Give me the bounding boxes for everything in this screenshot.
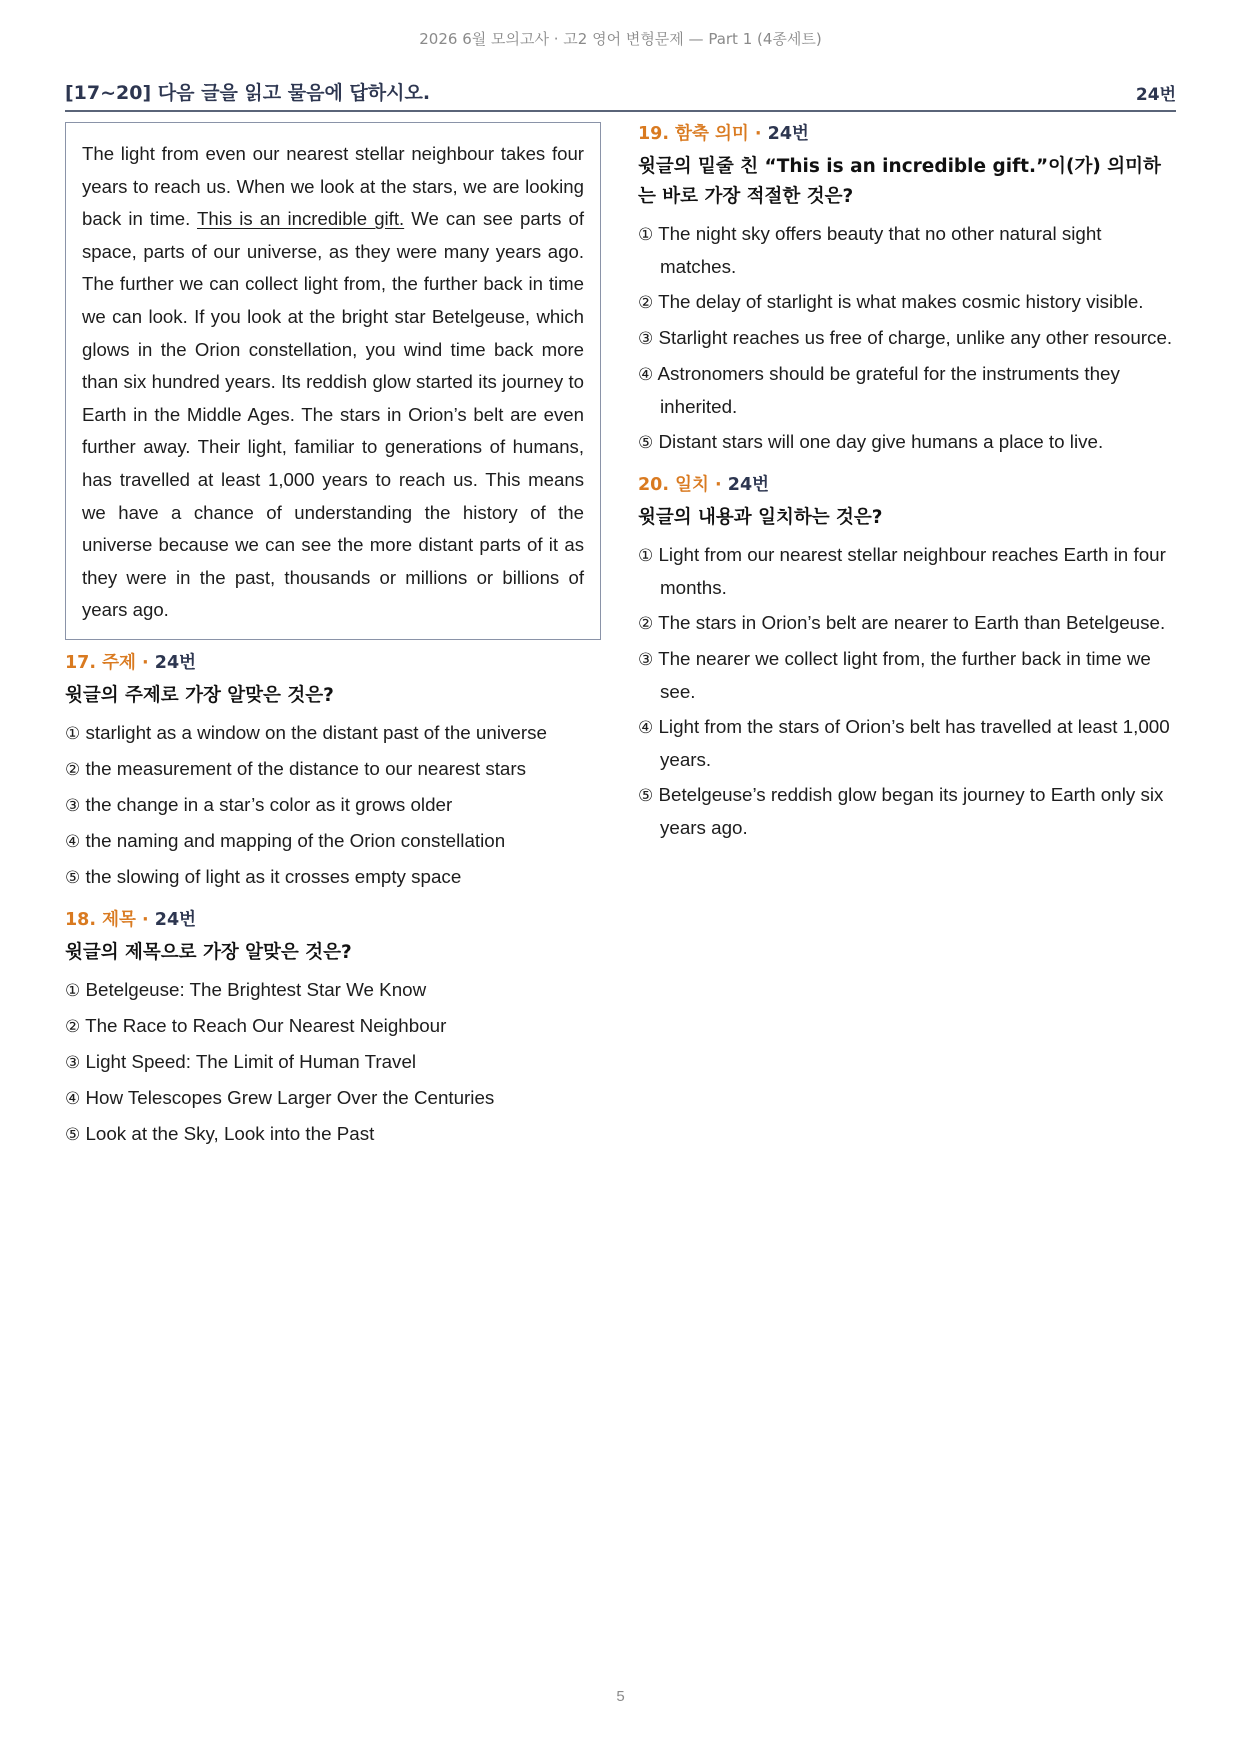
option-marker: ①: [638, 225, 654, 245]
question-type: 함축 의미: [675, 124, 749, 144]
option-text: Betelgeuse: The Brightest Star We Know: [85, 979, 427, 1000]
option-text: Light from the stars of Orion’s belt has travelled at least 1,000 years.: [658, 716, 1170, 770]
question-type: 주제: [102, 653, 136, 673]
section-number: 24번: [1135, 85, 1176, 105]
option-marker: ③: [65, 1053, 81, 1073]
question-separator: ·: [715, 475, 722, 495]
option-text: The delay of starlight is what makes cosmic history visible.: [658, 291, 1144, 312]
option-marker: ③: [638, 329, 654, 349]
option-marker: ②: [638, 614, 654, 634]
option-text: Betelgeuse’s reddish glow began its journey to Earth only six years ago.: [658, 784, 1164, 838]
question-separator: ·: [142, 910, 149, 930]
option-marker: ④: [65, 832, 81, 852]
question-type: 일치: [675, 475, 709, 495]
option-marker: ③: [638, 650, 654, 670]
question-number: 17.: [65, 653, 97, 673]
question-number: 19.: [638, 124, 670, 144]
answer-option[interactable]: [60, 825, 605, 858]
option-text: Starlight reaches us free of charge, unlike any other resource.: [658, 327, 1173, 348]
option-marker: ⑤: [65, 868, 81, 888]
question-stem: 윗글의 주제로 가장 알맞은 것은?: [65, 685, 334, 706]
right-column-questions: [638, 122, 1178, 858]
answer-option[interactable]: [60, 1082, 605, 1115]
question-17: [65, 651, 605, 894]
question-separator: ·: [142, 653, 149, 673]
answer-option[interactable]: [60, 861, 605, 894]
question-source: 24번: [154, 910, 197, 930]
answer-option[interactable]: [633, 358, 1178, 423]
option-text: Light from our nearest stellar neighbour reaches Earth in four months.: [658, 544, 1166, 598]
answer-option[interactable]: [633, 643, 1178, 708]
answer-option[interactable]: [60, 753, 605, 786]
question-18: [65, 908, 605, 1151]
answer-option[interactable]: [633, 322, 1178, 355]
question-source: 24번: [154, 653, 197, 673]
question-20: [638, 473, 1178, 844]
question-stem: 윗글의 밑줄 친 “This is an incredible gift.”이(가) 의미하는 바로 가장 적절한 것은?: [638, 156, 1161, 207]
question-label: [638, 473, 1178, 497]
passage-text-after: We can see parts of space, parts of our universe, as they were many years ago. The further we can collect light from, the further back in time we can look. If you look at the bright star Betelgeuse, which glows in the Orion constellation, you wind time back more than six hundred years. Its reddish glow started its journey to Earth in the Middle Ages. The stars in Orion’s belt are even further away. Their light, familiar to generations of humans, has travelled at least 1,000 years to reach us. This means we have a chance of understanding the history of the universe because we can see the more distant parts of it as they were in the past, thousands or millions or billions of years ago.: [82, 208, 584, 621]
option-text: starlight as a window on the distant past of the universe: [85, 722, 547, 743]
question-label: [65, 908, 605, 932]
section-header: [65, 78, 1176, 112]
answer-option[interactable]: [633, 711, 1178, 776]
option-marker: ⑤: [638, 786, 654, 806]
question-number: 18.: [65, 910, 97, 930]
option-marker: ⑤: [638, 433, 654, 453]
answer-option[interactable]: [633, 218, 1178, 283]
option-text: the naming and mapping of the Orion constellation: [85, 830, 506, 851]
page-number: 5: [616, 1688, 625, 1705]
option-marker: ④: [638, 365, 654, 385]
question-type: 제목: [102, 910, 136, 930]
question-label: [638, 122, 1178, 146]
option-text: How Telescopes Grew Larger Over the Centuries: [85, 1087, 495, 1108]
option-marker: ①: [65, 981, 81, 1001]
question-separator: ·: [754, 124, 762, 144]
left-column-questions: [65, 651, 605, 1165]
option-marker: ④: [638, 718, 654, 738]
question-source: 24번: [767, 124, 809, 144]
option-marker: ①: [65, 724, 81, 744]
answer-option[interactable]: [60, 1118, 605, 1151]
reading-passage: [65, 122, 601, 640]
question-label: [65, 651, 605, 675]
option-text: Look at the Sky, Look into the Past: [85, 1123, 375, 1144]
option-text: the slowing of light as it crosses empty space: [85, 866, 462, 887]
answer-option[interactable]: [633, 426, 1178, 459]
option-marker: ④: [65, 1089, 81, 1109]
option-marker: ②: [65, 760, 81, 780]
answer-option[interactable]: [60, 789, 605, 822]
option-text: the change in a star’s color as it grows older: [85, 794, 453, 815]
question-stem: 윗글의 제목으로 가장 알맞은 것은?: [65, 942, 352, 963]
running-header: 2026 6월 모의고사 · 고2 영어 변형문제 — Part 1 (4종세트): [419, 30, 822, 48]
option-marker: ①: [638, 546, 654, 566]
question-stem: 윗글의 내용과 일치하는 것은?: [638, 507, 883, 528]
option-text: The stars in Orion’s belt are nearer to Earth than Betelgeuse.: [658, 612, 1166, 633]
question-source: 24번: [727, 475, 770, 495]
answer-option[interactable]: [633, 607, 1178, 640]
option-text: The nearer we collect light from, the further back in time we see.: [658, 648, 1151, 702]
option-marker: ⑤: [65, 1125, 81, 1145]
answer-option[interactable]: [60, 717, 605, 750]
answer-option[interactable]: [633, 539, 1178, 604]
answer-option[interactable]: [60, 974, 605, 1007]
question-19: [638, 122, 1178, 459]
option-text: the measurement of the distance to our nearest stars: [85, 758, 527, 779]
option-marker: ③: [65, 796, 81, 816]
option-text: The Race to Reach Our Nearest Neighbour: [85, 1015, 447, 1036]
answer-option[interactable]: [60, 1046, 605, 1079]
option-marker: ②: [638, 293, 654, 313]
option-text: Astronomers should be grateful for the instruments they inherited.: [657, 363, 1120, 417]
section-title: [17~20] 다음 글을 읽고 물음에 답하시오.: [65, 82, 431, 104]
option-text: Distant stars will one day give humans a place to live.: [658, 431, 1104, 452]
passage-underlined-phrase: This is an incredible gift.: [197, 208, 405, 230]
question-number: 20.: [638, 475, 670, 495]
answer-option[interactable]: [633, 286, 1178, 319]
option-text: Light Speed: The Limit of Human Travel: [85, 1051, 417, 1072]
answer-option[interactable]: [60, 1010, 605, 1043]
option-marker: ②: [65, 1017, 81, 1037]
passage-text-before: The light from even our nearest stellar neighbour takes four years to reach us. When we look at the stars, we are looking back in time.: [82, 143, 584, 230]
option-text: The night sky offers beauty that no other natural sight matches.: [658, 223, 1102, 277]
answer-option[interactable]: [633, 779, 1178, 844]
